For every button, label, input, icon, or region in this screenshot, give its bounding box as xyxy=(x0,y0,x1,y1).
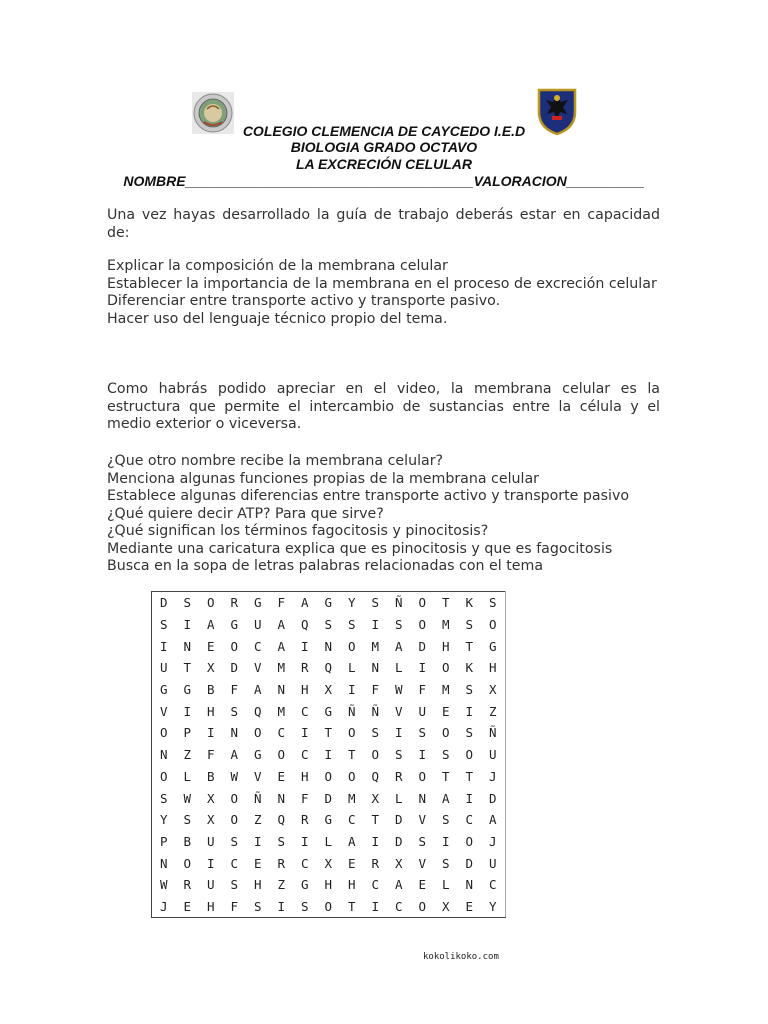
grid-cell: L xyxy=(324,833,333,849)
source-credit: kokolikoko.com xyxy=(423,952,499,962)
grid-cell: I xyxy=(394,725,403,741)
grid-cell: H xyxy=(488,660,497,676)
subject-title: BIOLOGIA GRADO OCTAVO xyxy=(290,139,478,155)
grid-cell: S xyxy=(418,725,427,741)
grid-cell: O xyxy=(347,638,356,654)
grid-cell: U xyxy=(206,833,215,849)
grid-cell: T xyxy=(324,725,333,741)
grid-cell: O xyxy=(206,595,215,611)
grid-cell: R xyxy=(277,855,286,871)
grid-cell: M xyxy=(347,790,356,806)
grid-cell: O xyxy=(418,898,427,914)
grid-cell: Ñ xyxy=(394,595,403,611)
grid-cell: A xyxy=(230,747,239,763)
grid-cell: T xyxy=(441,595,450,611)
grid-cell: X xyxy=(371,790,380,806)
grid-cell: F xyxy=(300,790,309,806)
grid-cell: L xyxy=(347,660,356,676)
grid-cell: I xyxy=(253,833,262,849)
grid-cell: W xyxy=(394,682,403,698)
grid-cell: I xyxy=(371,898,380,914)
grid-cell: F xyxy=(371,682,380,698)
grid-cell: G xyxy=(159,682,168,698)
grid-cell: O xyxy=(159,768,168,784)
grid-cell: Q xyxy=(324,660,333,676)
grid-cell: E xyxy=(465,898,474,914)
grid-cell: V xyxy=(253,768,262,784)
grid-cell: A xyxy=(347,833,356,849)
grid-cell: D xyxy=(465,855,474,871)
grid-cell: O xyxy=(324,898,333,914)
grid-cell: G xyxy=(183,682,192,698)
intro-paragraph: Una vez hayas desarrollado la guía de trabajo deberás estar en capacidad de: xyxy=(107,207,660,241)
grid-cell: L xyxy=(441,877,450,893)
grid-cell: T xyxy=(465,768,474,784)
grid-cell: A xyxy=(394,638,403,654)
grid-cell: Q xyxy=(371,768,380,784)
grid-cell: C xyxy=(371,877,380,893)
grid-cell: T xyxy=(465,638,474,654)
grid-cell: Z xyxy=(183,747,192,763)
grid-cell: G xyxy=(324,703,333,719)
grid-cell: H xyxy=(347,877,356,893)
grid-cell: X xyxy=(441,898,450,914)
grid-cell: O xyxy=(183,855,192,871)
grid-cell: M xyxy=(277,703,286,719)
grid-cell: R xyxy=(394,768,403,784)
grid-cell: G xyxy=(488,638,497,654)
grid-cell: F xyxy=(230,898,239,914)
grid-cell: L xyxy=(394,790,403,806)
grid-cell: E xyxy=(253,855,262,871)
grid-cell: Z xyxy=(277,877,286,893)
grid-cell: U xyxy=(159,660,168,676)
objective-item: Hacer uso del lenguaje técnico propio del tema. xyxy=(107,310,448,327)
grid-cell: V xyxy=(418,855,427,871)
grid-cell: T xyxy=(347,747,356,763)
grid-cell: N xyxy=(277,790,286,806)
grid-cell: I xyxy=(183,703,192,719)
grid-cell: C xyxy=(253,638,262,654)
grid-cell: U xyxy=(206,877,215,893)
grid-cell: A xyxy=(206,617,215,633)
grid-cell: S xyxy=(159,790,168,806)
grid-cell: E xyxy=(206,638,215,654)
question-item: ¿Qué significan los términos fagocitosis y pinocitosis? xyxy=(107,523,489,539)
grid-cell: O xyxy=(465,747,474,763)
grid-cell: O xyxy=(488,617,497,633)
grid-cell: H xyxy=(253,877,262,893)
grid-cell: S xyxy=(394,747,403,763)
grid-cell: O xyxy=(418,768,427,784)
objective-item: Establecer la importancia de la membrana en el proceso de excreción celular xyxy=(107,275,657,292)
grid-cell: D xyxy=(418,638,427,654)
grid-cell: V xyxy=(418,812,427,828)
grid-cell: K xyxy=(465,660,474,676)
grid-cell: O xyxy=(324,768,333,784)
grid-cell: O xyxy=(230,790,239,806)
grid-row xyxy=(152,614,506,636)
grid-cell: I xyxy=(465,790,474,806)
grid-cell: C xyxy=(300,855,309,871)
grid-row xyxy=(152,787,506,809)
grid-cell: D xyxy=(488,790,497,806)
grid-cell: C xyxy=(465,812,474,828)
grid-cell: Q xyxy=(277,812,286,828)
grid-cell: S xyxy=(183,812,192,828)
grid-cell: J xyxy=(488,768,497,784)
question-item: Establece algunas diferencias entre transporte activo y transporte pasivo xyxy=(107,488,630,504)
grid-cell: V xyxy=(159,703,168,719)
grid-cell: U xyxy=(488,747,497,763)
grid-cell: G xyxy=(253,747,262,763)
grid-cell: I xyxy=(465,703,474,719)
grid-cell: I xyxy=(371,617,380,633)
grid-cell: P xyxy=(183,725,192,741)
grid-cell: F xyxy=(277,595,286,611)
grid-cell: B xyxy=(206,768,215,784)
grid-cell: S xyxy=(300,898,309,914)
grid-cell: T xyxy=(183,660,192,676)
grid-cell: W xyxy=(230,768,239,784)
grid-cell: S xyxy=(371,725,380,741)
grid-row xyxy=(152,809,506,831)
grid-row xyxy=(152,831,506,853)
grid-cell: S xyxy=(159,617,168,633)
grid-cell: O xyxy=(347,768,356,784)
grid-cell: M xyxy=(441,617,450,633)
grid-cell: I xyxy=(418,747,427,763)
grid-cell: G xyxy=(324,812,333,828)
grid-cell: D xyxy=(394,812,403,828)
grid-cell: R xyxy=(300,660,309,676)
grid-cell: O xyxy=(418,617,427,633)
grid-cell: F xyxy=(230,682,239,698)
grid-cell: M xyxy=(441,682,450,698)
grid-cell: D xyxy=(324,790,333,806)
grid-cell: V xyxy=(394,703,403,719)
grid-cell: E xyxy=(183,898,192,914)
grid-cell: S xyxy=(230,877,239,893)
grid-cell: R xyxy=(230,595,239,611)
grid-cell: E xyxy=(418,877,427,893)
objective-item: Diferenciar entre transporte activo y transporte pasivo. xyxy=(107,293,501,309)
objectives-list xyxy=(107,258,660,328)
grid-cell: X xyxy=(206,790,215,806)
grid-cell: A xyxy=(253,682,262,698)
grid-cell: S xyxy=(347,617,356,633)
grid-cell: H xyxy=(441,638,450,654)
grid-cell: S xyxy=(394,617,403,633)
grid-cell: U xyxy=(253,617,262,633)
grid-cell: I xyxy=(418,660,427,676)
grid-row xyxy=(152,744,506,766)
grid-cell: T xyxy=(371,812,380,828)
grid-cell: C xyxy=(230,855,239,871)
grid-cell: E xyxy=(277,768,286,784)
grid-cell: U xyxy=(488,855,497,871)
grid-cell: A xyxy=(488,812,497,828)
question-item: ¿Que otro nombre recibe la membrana celular? xyxy=(107,453,444,469)
school-name: COLEGIO CLEMENCIA DE CAYCEDO I.E.D xyxy=(242,123,526,139)
grid-cell: I xyxy=(441,833,450,849)
grid-row xyxy=(152,679,506,701)
grid-cell: N xyxy=(159,855,168,871)
grid-cell: D xyxy=(159,595,168,611)
grid-cell: S xyxy=(418,833,427,849)
grid-cell: O xyxy=(418,595,427,611)
name-grade-line: NOMBRE_____________________________________VALORACION__________ xyxy=(123,173,645,189)
grid-cell: Y xyxy=(347,595,356,611)
grid-cell: N xyxy=(277,682,286,698)
grid-cell: T xyxy=(441,768,450,784)
question-item: Menciona algunas funciones propias de la membrana celular xyxy=(107,470,539,487)
grid-cell: C xyxy=(300,703,309,719)
grid-cell: A xyxy=(441,790,450,806)
grid-cell: H xyxy=(206,703,215,719)
grid-cell: H xyxy=(206,898,215,914)
grid-cell: F xyxy=(418,682,427,698)
grid-cell: S xyxy=(277,833,286,849)
objective-item: Explicar la composición de la membrana celular xyxy=(107,258,448,274)
grid-cell: G xyxy=(324,595,333,611)
body-paragraph: Como habrás podido apreciar en el video, la membrana celular es la estructura que permite el intercambio de sustancias entre la célula y el medio exterior o viceversa. xyxy=(107,381,660,432)
grid-cell: W xyxy=(183,790,192,806)
grid-cell: A xyxy=(277,638,286,654)
grid-cell: H xyxy=(300,768,309,784)
grid-cell: F xyxy=(206,747,215,763)
grid-cell: C xyxy=(277,725,286,741)
grid-row xyxy=(152,657,506,679)
grid-cell: V xyxy=(253,660,262,676)
grid-cell: Z xyxy=(253,812,262,828)
grid-cell: S xyxy=(230,833,239,849)
grid-cell: O xyxy=(253,725,262,741)
grid-cell: I xyxy=(324,747,333,763)
grid-cell: S xyxy=(465,617,474,633)
grid-cell: I xyxy=(300,833,309,849)
grid-row xyxy=(152,852,506,874)
grid-cell: X xyxy=(206,660,215,676)
grid-row xyxy=(152,592,506,614)
grid-cell: G xyxy=(230,617,239,633)
grid-cell: Ñ xyxy=(371,703,380,719)
grid-cell: R xyxy=(371,855,380,871)
grid-cell: S xyxy=(230,703,239,719)
question-item: Busca en la sopa de letras palabras relacionadas con el tema xyxy=(107,558,544,574)
grid-cell: E xyxy=(441,703,450,719)
word-search-grid xyxy=(151,591,506,918)
question-item: ¿Qué quiere decir ATP? Para que sirve? xyxy=(107,505,384,522)
grid-cell: X xyxy=(324,682,333,698)
grid-cell: S xyxy=(324,617,333,633)
grid-cell: I xyxy=(300,638,309,654)
grid-cell: I xyxy=(300,725,309,741)
grid-cell: W xyxy=(159,877,168,893)
grid-cell: O xyxy=(230,812,239,828)
grid-cell: N xyxy=(465,877,474,893)
grid-cell: L xyxy=(183,768,192,784)
grid-cell: Y xyxy=(159,812,168,828)
grid-cell: N xyxy=(230,725,239,741)
grid-cell: Ñ xyxy=(488,725,497,741)
grid-cell: R xyxy=(183,877,192,893)
grid-cell: S xyxy=(488,595,497,611)
grid-cell: I xyxy=(206,725,215,741)
grid-cell: O xyxy=(441,660,450,676)
topic-title: LA EXCRECIÓN CELULAR xyxy=(295,156,473,172)
grid-cell: A xyxy=(277,617,286,633)
grid-cell: S xyxy=(253,898,262,914)
grid-cell: D xyxy=(230,660,239,676)
grid-cell: O xyxy=(347,725,356,741)
grid-cell: B xyxy=(183,833,192,849)
grid-cell: Ñ xyxy=(253,790,262,806)
grid-cell: X xyxy=(488,682,497,698)
grid-cell: S xyxy=(441,747,450,763)
grid-cell: N xyxy=(371,660,380,676)
grid-cell: X xyxy=(206,812,215,828)
grid-cell: I xyxy=(277,898,286,914)
grid-cell: S xyxy=(183,595,192,611)
grid-cell: N xyxy=(324,638,333,654)
grid-cell: R xyxy=(300,812,309,828)
grid-cell: S xyxy=(441,812,450,828)
grid-cell: G xyxy=(253,595,262,611)
grid-row xyxy=(152,874,506,896)
grid-cell: X xyxy=(394,855,403,871)
grid-cell: S xyxy=(441,855,450,871)
grid-cell: O xyxy=(277,747,286,763)
grid-cell: Y xyxy=(488,898,497,914)
grid-cell: H xyxy=(324,877,333,893)
grid-cell: O xyxy=(465,833,474,849)
grid-cell: B xyxy=(206,682,215,698)
grid-cell: N xyxy=(159,747,168,763)
grid-cell: Q xyxy=(253,703,262,719)
grid-row xyxy=(152,896,506,918)
grid-cell: J xyxy=(159,898,168,914)
grid-row xyxy=(152,722,506,744)
grid-cell: S xyxy=(465,682,474,698)
grid-cell: O xyxy=(159,725,168,741)
questions-list xyxy=(107,453,660,576)
grid-cell: C xyxy=(347,812,356,828)
grid-cell: I xyxy=(206,855,215,871)
grid-cell: K xyxy=(465,595,474,611)
grid-cell: I xyxy=(183,617,192,633)
grid-cell: A xyxy=(394,877,403,893)
grid-row xyxy=(152,700,506,722)
grid-cell: Q xyxy=(300,617,309,633)
grid-cell: I xyxy=(159,638,168,654)
grid-cell: O xyxy=(230,638,239,654)
grid-cell: I xyxy=(371,833,380,849)
grid-cell: N xyxy=(183,638,192,654)
grid-cell: O xyxy=(441,725,450,741)
grid-cell: L xyxy=(394,660,403,676)
question-item: Mediante una caricatura explica que es pinocitosis y que es fagocitosis xyxy=(107,540,613,557)
grid-row xyxy=(152,635,506,657)
grid-cell: A xyxy=(300,595,309,611)
grid-cell: I xyxy=(347,682,356,698)
grid-cell: N xyxy=(418,790,427,806)
grid-cell: M xyxy=(371,638,380,654)
grid-cell: T xyxy=(347,898,356,914)
grid-cell: P xyxy=(159,833,168,849)
grid-cell: E xyxy=(347,855,356,871)
grid-cell: O xyxy=(371,747,380,763)
grid-cell: Z xyxy=(488,703,497,719)
grid-cell: C xyxy=(300,747,309,763)
grid-cell: G xyxy=(300,877,309,893)
grid-cell: H xyxy=(300,682,309,698)
grid-row xyxy=(152,766,506,788)
grid-cell: U xyxy=(418,703,427,719)
grid-cell: D xyxy=(394,833,403,849)
grid-cell: S xyxy=(371,595,380,611)
grid-cell: X xyxy=(324,855,333,871)
grid-cell: C xyxy=(394,898,403,914)
grid-cell: C xyxy=(488,877,497,893)
grid-cell: Ñ xyxy=(347,703,356,719)
grid-cell: S xyxy=(465,725,474,741)
grid-cell: J xyxy=(488,833,497,849)
grid-cell: M xyxy=(277,660,286,676)
